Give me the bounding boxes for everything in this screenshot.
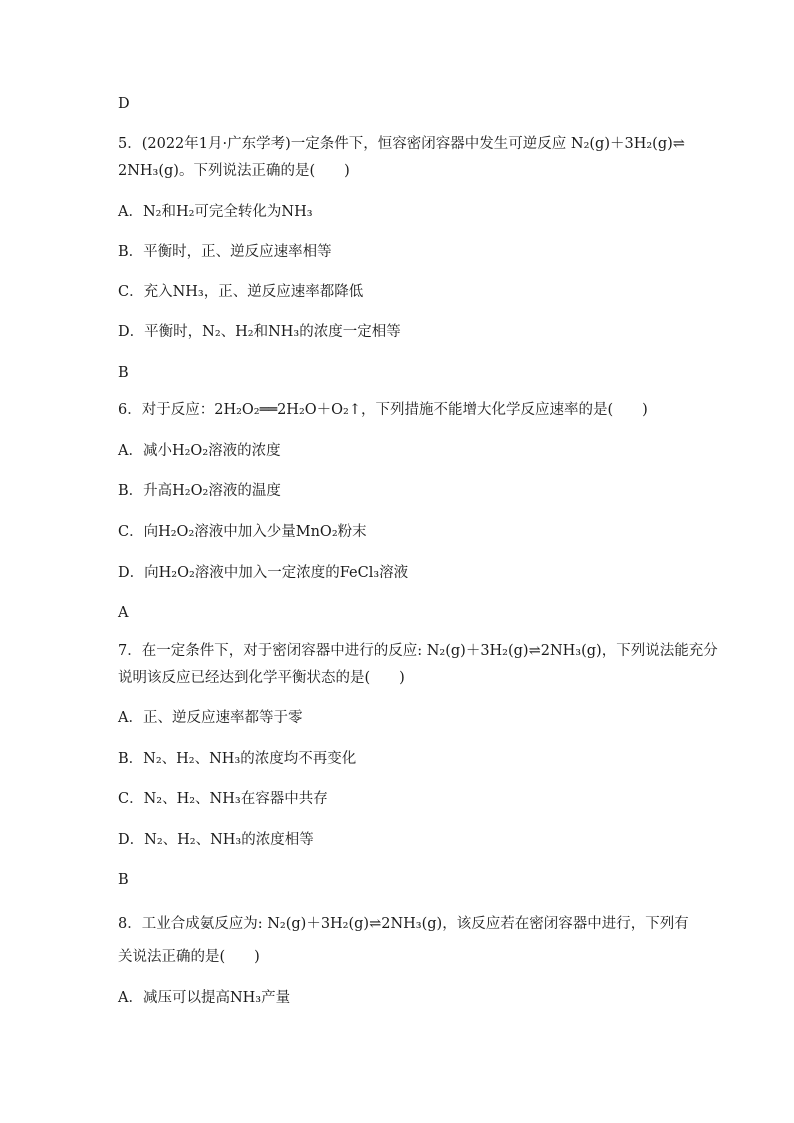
question-8-stem-line1: 8．工业合成氨反应为: N₂(g)＋3H₂(g)⇌2NH₃(g)，该反应若在密闭容器中进行，下列有 (118, 916, 689, 932)
question-8-option-a: A．减压可以提高NH₃产量 (118, 990, 291, 1006)
question-7-option-d: D．N₂、H₂、NH₃的浓度相等 (118, 832, 314, 848)
question-5-option-c: C．充入NH₃，正、逆反应速率都降低 (118, 284, 364, 300)
question-5-option-a: A．N₂和H₂可完全转化为NH₃ (118, 204, 313, 220)
question-5-option-d: D．平衡时，N₂、H₂和NH₃的浓度一定相等 (118, 324, 401, 340)
question-7-option-b: B．N₂、H₂、NH₃的浓度均不再变化 (118, 751, 357, 767)
question-7-stem-line1: 7．在一定条件下，对于密闭容器中进行的反应: N₂(g)＋3H₂(g)⇌2NH₃(g)，下列说法能充分 (118, 643, 718, 659)
answer-6: A (118, 605, 129, 621)
question-6-option-c: C．向H₂O₂溶液中加入少量MnO₂粉末 (118, 524, 367, 540)
answer-7: B (118, 872, 129, 888)
question-6-stem: 6．对于反应：2H₂O₂══2H₂O＋O₂↑，下列措施不能增大化学反应速率的是( ) (118, 402, 648, 418)
question-6-option-d: D．向H₂O₂溶液中加入一定浓度的FeCl₃溶液 (118, 565, 409, 581)
question-8-stem-line2: 关说法正确的是( ) (118, 949, 260, 965)
question-6-option-b: B．升高H₂O₂溶液的温度 (118, 483, 281, 499)
question-7-option-a: A．正、逆反应速率都等于零 (118, 710, 303, 726)
question-6-option-a: A．减小H₂O₂溶液的浓度 (118, 443, 281, 459)
question-5-stem-line2: 2NH₃(g)。下列说法正确的是( ) (118, 163, 350, 179)
question-5-option-b: B．平衡时，正、逆反应速率相等 (118, 244, 332, 260)
answer-4: D (118, 96, 130, 112)
question-7-stem-line2: 说明该反应已经达到化学平衡状态的是( ) (118, 670, 405, 686)
answer-5: B (118, 365, 129, 381)
question-7-option-c: C．N₂、H₂、NH₃在容器中共存 (118, 791, 328, 807)
question-5-stem-line1: 5．(2022年1月·广东学考)一定条件下，恒容密闭容器中发生可逆反应 N₂(g)＋3H₂(g)⇌ (118, 136, 685, 152)
